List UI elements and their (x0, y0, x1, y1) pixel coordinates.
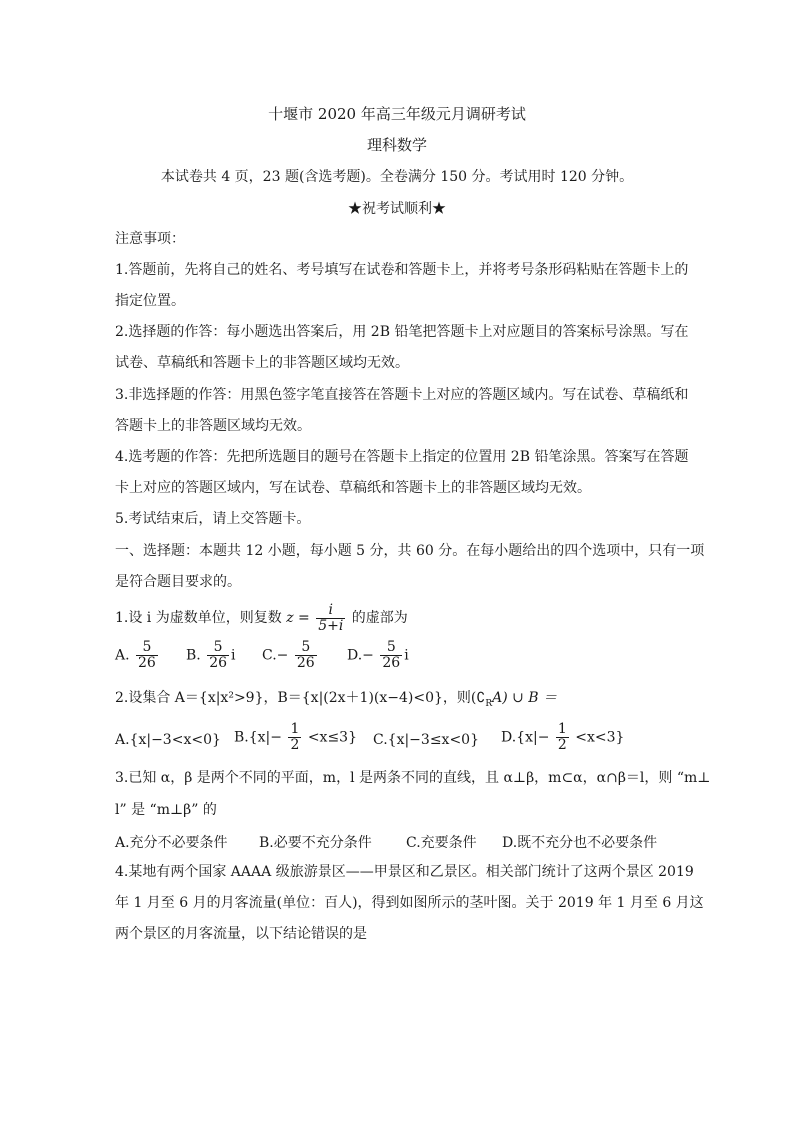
q1-fraction (316, 603, 345, 634)
q4-stem-line-3: 两个景区的月客流量，以下结论错误的是 (115, 926, 367, 942)
note-4-line-2: 卡上对应的答题区域内，写在试卷、草稿纸和答题卡上的非答题区域均无效。 (115, 480, 591, 496)
note-1-line-2: 指定位置。 (115, 293, 185, 309)
note-4-line-1: 4.选考题的作答：先把所选题目的题号在答题卡上指定的位置用 2B 铅笔涂黑。答案写在答题 (115, 449, 689, 465)
fraction-num: 5 (136, 640, 158, 656)
q2-option-b-fraction (288, 722, 301, 753)
fraction-num: 1 (557, 721, 567, 737)
fraction-den: 26 (138, 655, 156, 671)
imaginary-unit: i (404, 647, 409, 664)
q1-option-b[interactable] (186, 640, 236, 671)
q2-stem-end: A) ∪ B ＝ (492, 690, 558, 706)
fraction-num: 5 (295, 640, 317, 656)
q2-option-a-label: A.{x|−3<x<0} (115, 732, 221, 748)
q2-option-a[interactable] (115, 732, 221, 748)
q3-option-a[interactable]: A.充分不必要条件 (115, 835, 228, 851)
q2-option-b-post: <x≤3} (307, 729, 357, 746)
q4-stem-line-2: 年 1 月至 6 月的月客流量(单位：百人)，得到如图所示的茎叶图。关于 2019 年 1 月至 6 月这 (115, 895, 704, 911)
q3-option-d[interactable]: D.既不充分也不必要条件 (502, 835, 658, 851)
q2-option-c[interactable] (373, 732, 479, 748)
q4-stem-line-1: 4.某地有两个国家 AAAA 级旅游景区——甲景区和乙景区。相关部门统计了这两个景区 2019 (115, 864, 694, 880)
q1-option-d-fraction (380, 640, 402, 671)
q1-option-a[interactable] (115, 640, 160, 671)
fraction-den: 2 (557, 737, 567, 753)
q1-option-b-label: B. (186, 647, 201, 664)
q1-option-d-label: D.− (347, 647, 374, 664)
q3-stem-line-2: l” 是 “m⊥β” 的 (115, 802, 217, 818)
q3-option-c[interactable]: C.充要条件 (406, 835, 477, 851)
q2-option-d-pre: D.{x|− (501, 729, 550, 746)
q1-stem-end: 的虚部为 (351, 610, 408, 626)
q1-option-c[interactable] (262, 640, 319, 671)
exam-wish: ★祝考试顺利★ (348, 201, 446, 217)
q2-option-d-fraction (556, 722, 569, 753)
exam-subject: 理科数学 (366, 136, 427, 154)
imaginary-unit: i (231, 647, 236, 664)
q1-option-d[interactable] (347, 640, 409, 671)
q2-option-b-pre: B.{x|− (234, 729, 282, 746)
q2-complement-subscript: R (485, 698, 493, 709)
note-2-line-1: 2.选择题的作答：每小题选出答案后，用 2B 铅笔把答题卡上对应题目的答案标号涂黑。写在 (115, 324, 689, 340)
q2-stem-text: 2.设集合 A＝{x|x²>9}，B＝{x|(2x＋1)(x−4)<0}，则(∁ (115, 690, 486, 706)
q2-stem (115, 689, 685, 713)
notes-heading: 注意事项： (115, 231, 185, 247)
note-1-line-1: 1.答题前，先将自己的姓名、考号填写在试卷和答题卡上，并将考号条形码粘贴在答题卡上的 (115, 262, 689, 278)
q1-option-a-fraction (136, 640, 158, 671)
fraction-den: 26 (209, 655, 228, 671)
q1-fraction-num: i (316, 603, 345, 619)
fraction-num: 5 (207, 640, 229, 656)
exam-info: 本试卷共 4 页，23 题(含选考题)。全卷满分 150 分。考试用时 120 分钟。 (160, 169, 634, 185)
note-3-line-2: 答题卡上的非答题区域均无效。 (115, 418, 311, 434)
q1-option-c-label: C.− (262, 647, 289, 664)
note-2-line-2: 试卷、草稿纸和答题卡上的非答题区域均无效。 (115, 355, 409, 371)
note-3-line-1: 3.非选择题的作答：用黑色签字笔直接答在答题卡上对应的答题区域内。写在试卷、草稿纸和 (115, 387, 689, 403)
note-5: 5.考试结束后，请上交答题卡。 (115, 511, 311, 527)
q2-option-b[interactable] (234, 722, 357, 753)
fraction-den: 26 (382, 655, 401, 671)
section1-intro-line-1: 一、选择题：本题共 12 小题，每小题 5 分，共 60 分。在每小题给出的四个选项中，只有一项 (115, 543, 705, 559)
q2-option-c-label: C.{x|−3≤x<0} (373, 732, 479, 748)
fraction-num: 1 (290, 721, 300, 737)
q3-stem-line-1: 3.已知 α，β 是两个不同的平面，m，l 是两条不同的直线，且 α⊥β，m⊂α，α∩β＝l，则 “m⊥ (115, 770, 711, 786)
fraction-num: 5 (380, 640, 402, 656)
q1-stem-text: 1.设 i 为虚数单位，则复数 (115, 610, 282, 626)
q1-z-eq: z = (286, 610, 310, 626)
q1-option-c-fraction (295, 640, 317, 671)
q1-option-a-label: A. (115, 647, 130, 664)
exam-title: 十堰市 2020 年高三年级元月调研考试 (268, 105, 526, 123)
q2-option-d[interactable] (501, 722, 624, 753)
q1-stem (115, 602, 685, 634)
q2-option-d-post: <x<3} (575, 729, 625, 746)
q1-fraction-den: 5+i (318, 617, 344, 634)
q1-option-b-fraction (207, 640, 229, 671)
section1-intro-line-2: 是符合题目要求的。 (115, 574, 241, 590)
fraction-den: 2 (290, 737, 300, 753)
fraction-den: 26 (296, 655, 315, 671)
q3-option-b[interactable]: B.必要不充分条件 (259, 835, 372, 851)
